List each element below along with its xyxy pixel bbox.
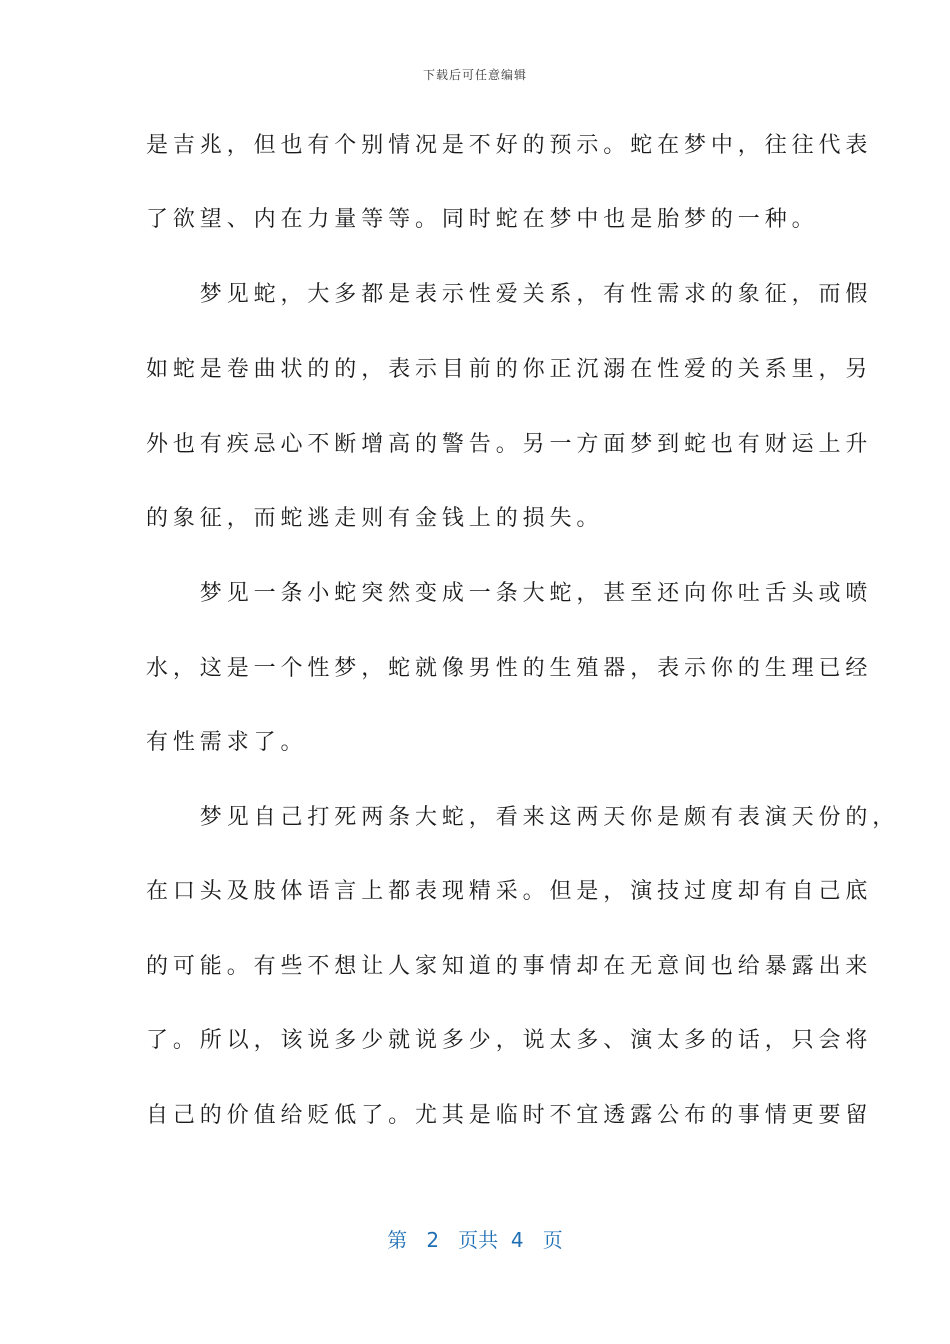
text-line: 梦见自己打死两条大蛇，看来这两天你是颇有表演天份的， [146, 805, 900, 830]
text-line: 梦见一条小蛇突然变成一条大蛇，甚至还向你吐舌头或喷 [146, 581, 873, 606]
footer-page-number: 2 [426, 1228, 440, 1252]
footer-total-pages: 4 [510, 1228, 524, 1252]
text-line: 外也有疾忌心不断增高的警告。另一方面梦到蛇也有财运上升 [146, 432, 873, 457]
text-line: 了。所以，该说多少就说多少，说太多、演太多的话，只会将 [146, 1028, 873, 1053]
footer-suffix: 页 [542, 1228, 563, 1252]
text-line: 水，这是一个性梦，蛇就像男性的生殖器，表示你的生理已经 [146, 656, 873, 681]
text-line: 的可能。有些不想让人家知道的事情却在无意间也给暴露出来 [146, 954, 873, 979]
footer-middle: 页共 [458, 1228, 499, 1252]
text-line: 梦见蛇，大多都是表示性爱关系，有性需求的象征，而假 [146, 282, 873, 307]
text-line: 了欲望、内在力量等等。同时蛇在梦中也是胎梦的一种。 [146, 207, 819, 232]
text-line: 自己的价值给贬低了。尤其是临时不宜透露公布的事情更要留 [146, 1103, 873, 1128]
text-line: 是吉兆，但也有个别情况是不好的预示。蛇在梦中，往往代表 [146, 133, 873, 158]
page-header: 下载后可任意编辑 [422, 68, 527, 82]
page-footer [0, 1224, 950, 1253]
text-line: 有性需求了。 [146, 730, 308, 755]
text-line: 如蛇是卷曲状的的，表示目前的你正沉溺在性爱的关系里，另 [146, 357, 873, 382]
text-line: 的象征，而蛇逃走则有金钱上的损失。 [146, 506, 604, 531]
footer-prefix: 第 [387, 1228, 408, 1252]
text-line: 在口头及肢体语言上都表现精采。但是，演技过度却有自己底 [146, 879, 873, 904]
